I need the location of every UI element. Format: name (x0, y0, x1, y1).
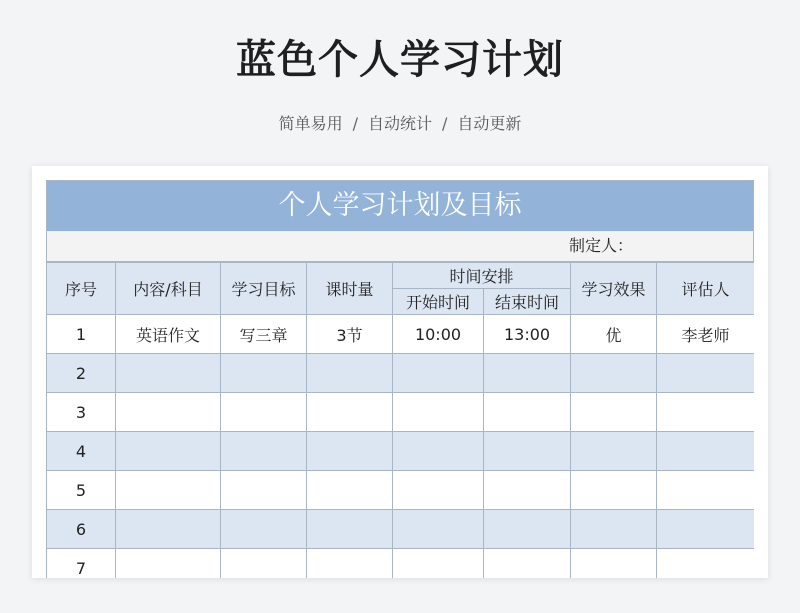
header-effect: 学习效果 (571, 263, 657, 315)
subtitle-separator: / (442, 114, 448, 133)
subtitle-separator: / (352, 114, 358, 133)
cell-subject[interactable] (116, 354, 221, 393)
cell-effect[interactable] (571, 510, 657, 549)
table-row (47, 393, 755, 432)
cell-evaluator[interactable] (657, 471, 754, 510)
cell-goal[interactable] (221, 393, 307, 432)
table-row (47, 354, 755, 393)
cell-evaluator[interactable] (657, 549, 754, 579)
header-end-time: 结束时间 (484, 289, 571, 315)
cell-start-time[interactable] (393, 432, 484, 471)
cell-effect[interactable] (571, 549, 657, 579)
cell-index[interactable]: 5 (47, 471, 116, 510)
cell-evaluator[interactable]: 李老师 (657, 315, 754, 354)
cell-index[interactable]: 6 (47, 510, 116, 549)
cell-subject[interactable] (116, 393, 221, 432)
subtitle-item-easy: 简单易用 (278, 114, 343, 133)
cell-hours[interactable] (307, 549, 393, 579)
cell-start-time[interactable] (393, 471, 484, 510)
cell-subject[interactable]: 英语作文 (116, 315, 221, 354)
cell-hours[interactable] (307, 510, 393, 549)
cell-end-time[interactable] (484, 354, 571, 393)
cell-end-time[interactable] (484, 432, 571, 471)
cell-start-time[interactable] (393, 354, 484, 393)
maker-row (46, 231, 754, 262)
cell-goal[interactable] (221, 432, 307, 471)
cell-subject[interactable] (116, 510, 221, 549)
cell-evaluator[interactable] (657, 354, 754, 393)
cell-start-time[interactable] (393, 393, 484, 432)
cell-evaluator[interactable] (657, 432, 754, 471)
spreadsheet (46, 180, 754, 578)
table-row (47, 549, 755, 579)
header-index: 序号 (47, 263, 116, 315)
subtitle-item-auto-update: 自动更新 (457, 114, 522, 133)
cell-index[interactable]: 1 (47, 315, 116, 354)
table-body (47, 315, 755, 579)
cell-hours[interactable]: 3节 (307, 315, 393, 354)
cell-effect[interactable]: 优 (571, 315, 657, 354)
cell-end-time[interactable] (484, 510, 571, 549)
cell-end-time[interactable] (484, 393, 571, 432)
cell-subject[interactable] (116, 471, 221, 510)
table-row (47, 510, 755, 549)
table-row (47, 315, 755, 354)
cell-hours[interactable] (307, 432, 393, 471)
cell-effect[interactable] (571, 354, 657, 393)
header-goal: 学习目标 (221, 263, 307, 315)
cell-hours[interactable] (307, 471, 393, 510)
cell-goal[interactable] (221, 549, 307, 579)
cell-hours[interactable] (307, 393, 393, 432)
header-start-time: 开始时间 (393, 289, 484, 315)
cell-goal[interactable] (221, 510, 307, 549)
cell-index[interactable]: 2 (47, 354, 116, 393)
cell-subject[interactable] (116, 432, 221, 471)
subtitle-item-auto-stat: 自动统计 (367, 114, 432, 133)
cell-goal[interactable] (221, 354, 307, 393)
cell-index[interactable]: 3 (47, 393, 116, 432)
cell-goal[interactable]: 写三章 (221, 315, 307, 354)
cell-effect[interactable] (571, 432, 657, 471)
header-hours: 课时量 (307, 263, 393, 315)
maker-label: 制定人： (569, 236, 634, 255)
cell-start-time[interactable]: 10:00 (393, 315, 484, 354)
spreadsheet-preview-card (32, 166, 768, 578)
cell-subject[interactable] (116, 549, 221, 579)
page-subtitle (0, 112, 800, 136)
cell-effect[interactable] (571, 471, 657, 510)
cell-start-time[interactable] (393, 549, 484, 579)
table-row (47, 432, 755, 471)
cell-index[interactable]: 7 (47, 549, 116, 579)
header-evaluator: 评估人 (657, 263, 754, 315)
cell-start-time[interactable] (393, 510, 484, 549)
header-schedule: 时间安排 (393, 263, 571, 289)
table-row (47, 471, 755, 510)
cell-hours[interactable] (307, 354, 393, 393)
cell-effect[interactable] (571, 393, 657, 432)
page-title: 蓝色个人学习计划 (236, 37, 564, 83)
cell-evaluator[interactable] (657, 510, 754, 549)
cell-evaluator[interactable] (657, 393, 754, 432)
study-plan-table (46, 262, 754, 578)
cell-end-time[interactable] (484, 549, 571, 579)
cell-index[interactable]: 4 (47, 432, 116, 471)
sheet-title: 个人学习计划及目标 (46, 180, 754, 232)
header-subject: 内容/科目 (116, 263, 221, 315)
cell-end-time[interactable] (484, 471, 571, 510)
cell-goal[interactable] (221, 471, 307, 510)
cell-end-time[interactable]: 13:00 (484, 315, 571, 354)
